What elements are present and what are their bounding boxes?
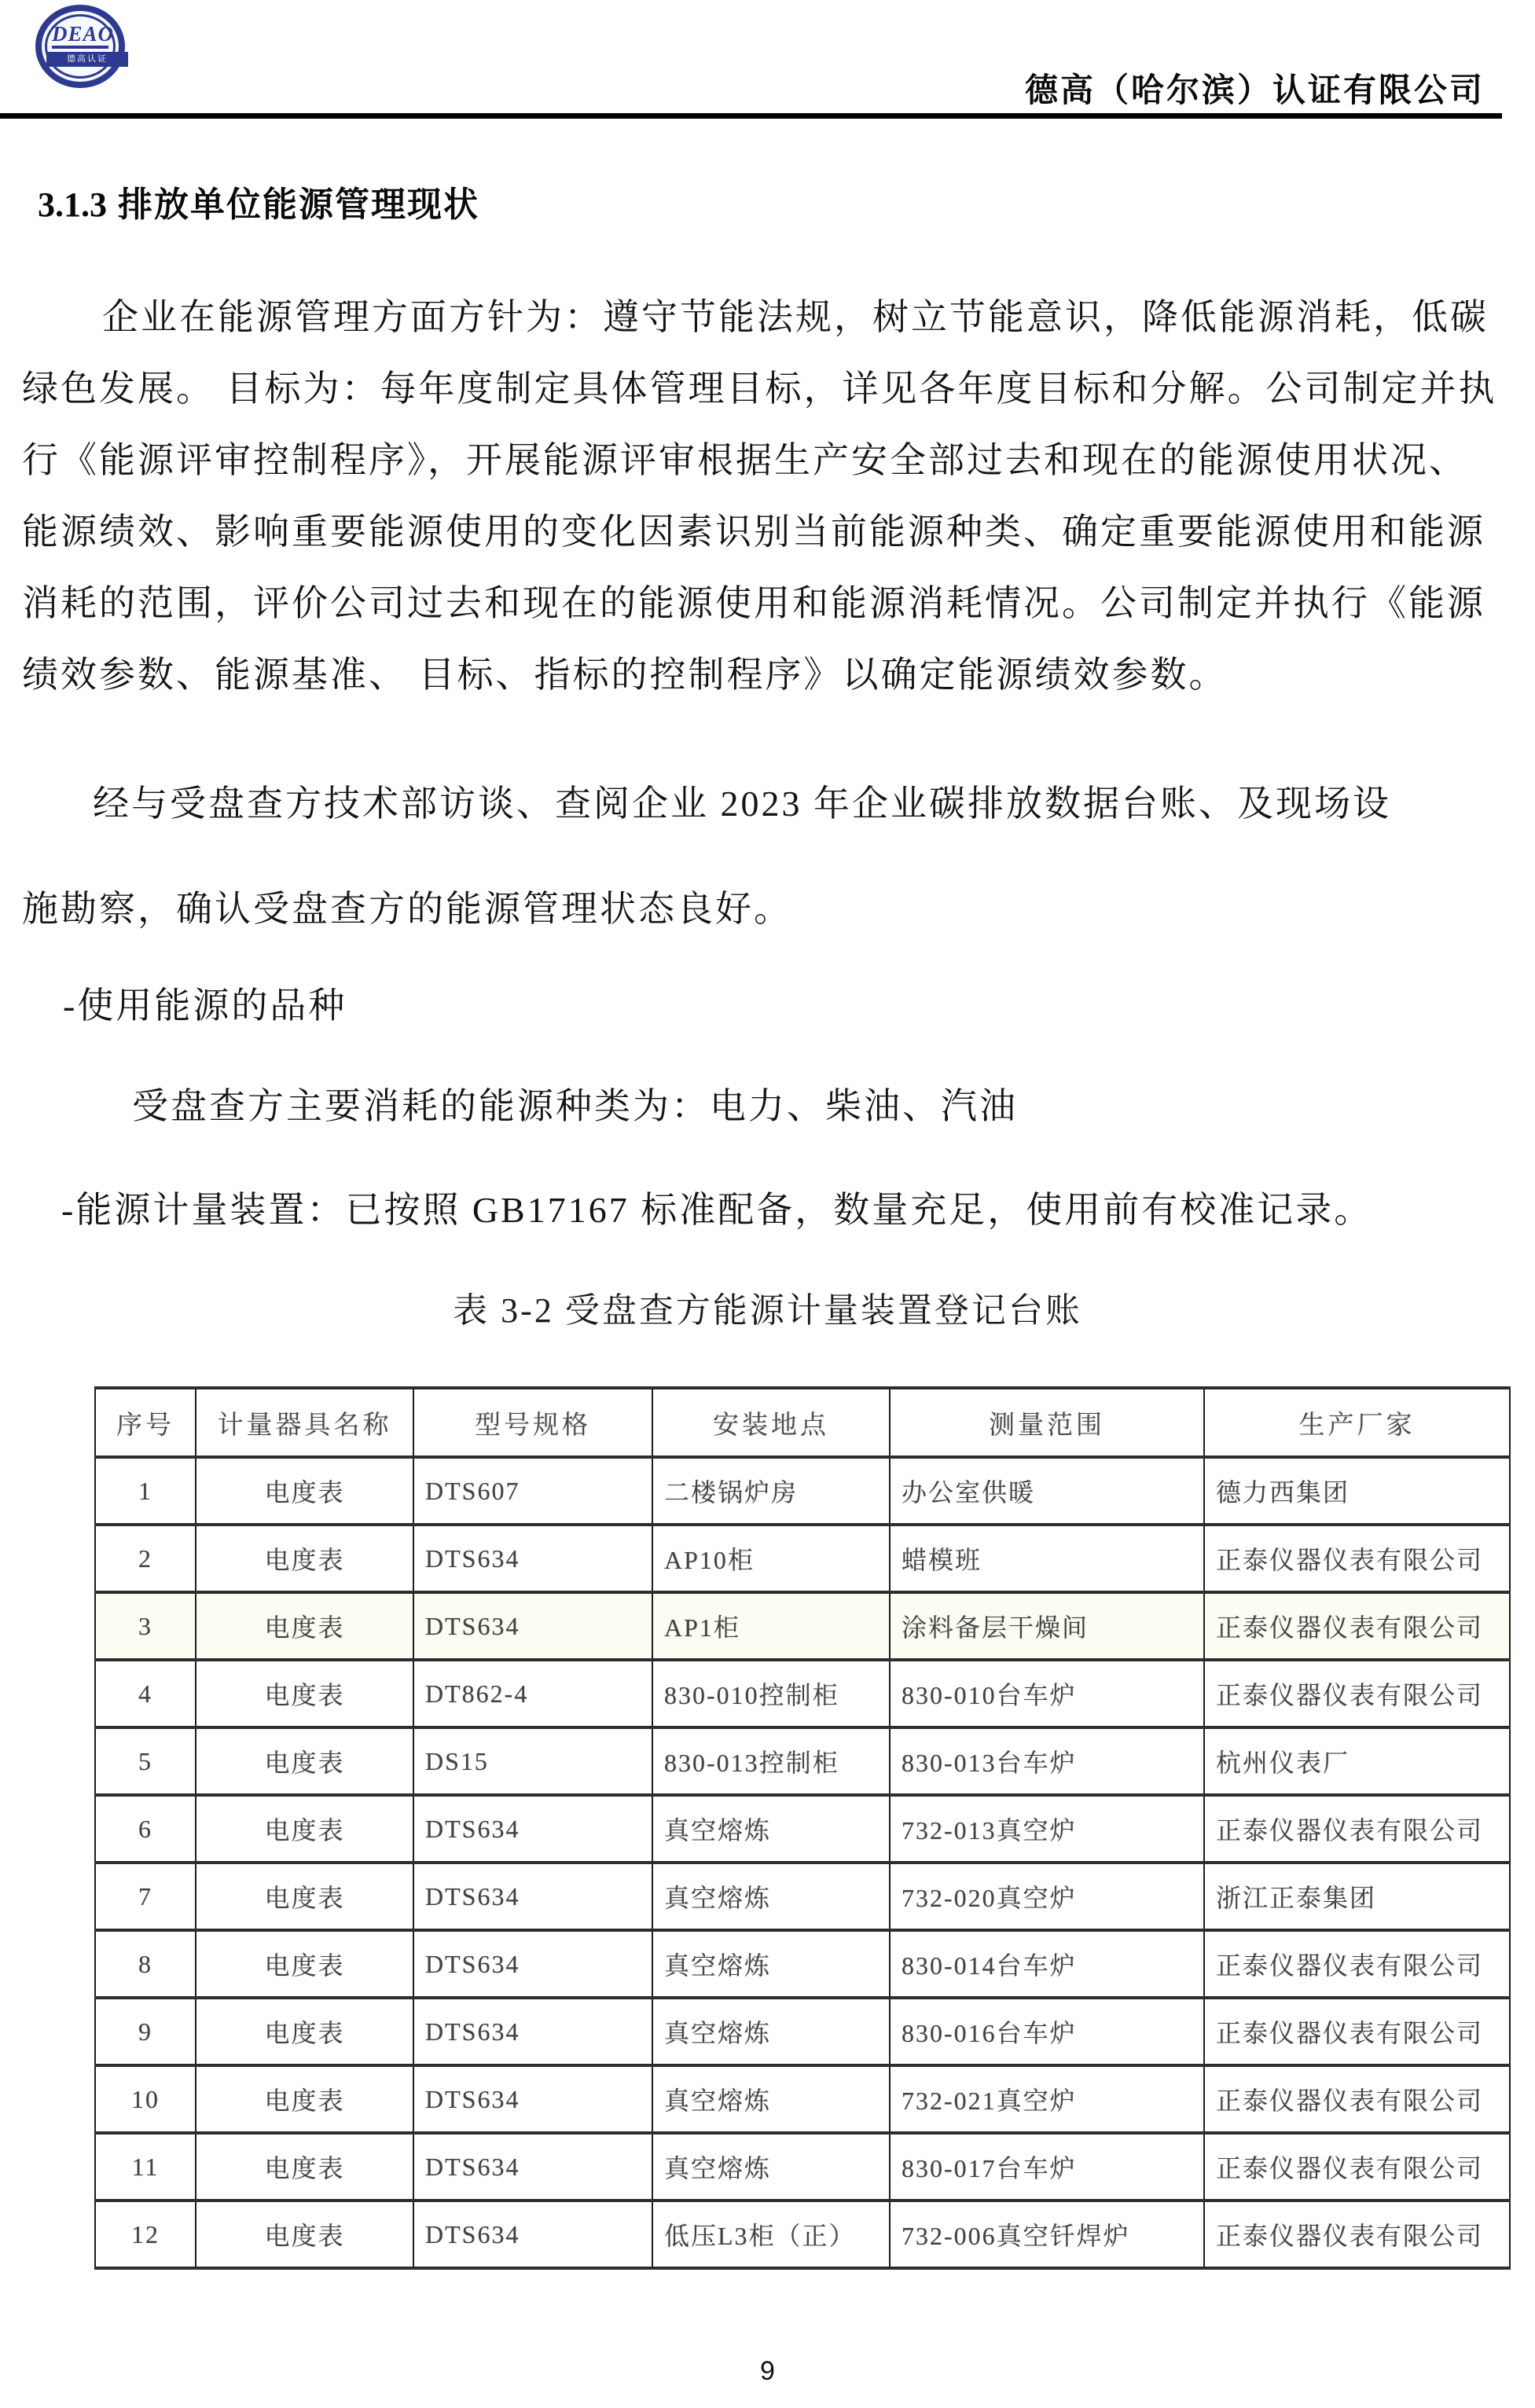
table-row bbox=[95, 2201, 1510, 2268]
energy-metering-table bbox=[94, 1386, 1511, 2270]
table-cell: 正泰仪器仪表有限公司 bbox=[1204, 1795, 1510, 1863]
table-row bbox=[95, 1525, 1510, 1592]
table-cell: 5 bbox=[95, 1727, 196, 1795]
table-row bbox=[95, 1795, 1510, 1863]
table-cell: 正泰仪器仪表有限公司 bbox=[1204, 1930, 1510, 1998]
table-cell: 杭州仪表厂 bbox=[1204, 1727, 1510, 1795]
table-cell: DTS634 bbox=[413, 1525, 652, 1592]
section-number: 3.1.3 bbox=[38, 185, 107, 224]
table-header-row bbox=[95, 1388, 1510, 1457]
table-cell: 正泰仪器仪表有限公司 bbox=[1204, 2065, 1510, 2133]
table-cell: 6 bbox=[95, 1795, 196, 1863]
table-cell: 电度表 bbox=[196, 2201, 413, 2268]
header-divider-line bbox=[0, 113, 1502, 119]
col-header-manufacturer: 生产厂家 bbox=[1204, 1388, 1510, 1457]
table-cell: 830-014台车炉 bbox=[890, 1930, 1204, 1998]
paragraph-line: 施勘察，确认受盘查方的能源管理状态良好。 bbox=[22, 889, 792, 929]
table-cell: DTS634 bbox=[413, 2065, 652, 2133]
table-cell: 830-013台车炉 bbox=[890, 1727, 1204, 1795]
page-number: 9 bbox=[760, 2356, 775, 2386]
company-name: 德高（哈尔滨）认证有限公司 bbox=[1024, 73, 1485, 109]
table-cell: 正泰仪器仪表有限公司 bbox=[1204, 2201, 1510, 2268]
table-cell: 12 bbox=[95, 2201, 196, 2268]
table-cell: DTS634 bbox=[413, 2133, 652, 2201]
table-cell: DTS634 bbox=[413, 2201, 652, 2268]
table-row bbox=[95, 1998, 1510, 2065]
table-cell: 1 bbox=[95, 1457, 196, 1525]
paragraph-line: 能源绩效、影响重要能源使用的变化因素识别当前能源种类、确定重要能源使用和能源 bbox=[22, 512, 1485, 552]
table-cell: 4 bbox=[95, 1660, 196, 1727]
table-cell: 830-016台车炉 bbox=[890, 1998, 1204, 2065]
paragraph-line: 消耗的范围，评价公司过去和现在的能源使用和能源消耗情况。公司制定并执行《能源 bbox=[22, 583, 1485, 623]
paragraph-line: 企业在能源管理方面方针为：遵守节能法规，树立节能意识，降低能源消耗，低碳 bbox=[102, 297, 1489, 337]
table-cell: 真空熔炼 bbox=[652, 1863, 890, 1930]
table-cell: 9 bbox=[95, 1998, 196, 2065]
table-cell: 正泰仪器仪表有限公司 bbox=[1204, 2133, 1510, 2201]
table-row bbox=[95, 2133, 1510, 2201]
table-cell: 浙江正泰集团 bbox=[1204, 1863, 1510, 1930]
table-cell: 真空熔炼 bbox=[652, 2065, 890, 2133]
table-cell: 830-017台车炉 bbox=[890, 2133, 1204, 2201]
table-cell: 10 bbox=[95, 2065, 196, 2133]
table-cell: 电度表 bbox=[196, 1660, 413, 1727]
table-cell: 2 bbox=[95, 1525, 196, 1592]
table-cell: 电度表 bbox=[196, 1525, 413, 1592]
table-row bbox=[95, 1457, 1510, 1525]
table-cell: DT862-4 bbox=[413, 1660, 652, 1727]
table-cell: 电度表 bbox=[196, 1930, 413, 1998]
table-cell: 电度表 bbox=[196, 2065, 413, 2133]
table-cell: 830-010台车炉 bbox=[890, 1660, 1204, 1727]
company-logo bbox=[35, 5, 125, 88]
table-row bbox=[95, 2065, 1510, 2133]
logo-text: DEAO bbox=[52, 22, 108, 49]
table-cell: 电度表 bbox=[196, 1795, 413, 1863]
table-cell: 电度表 bbox=[196, 1727, 413, 1795]
table-cell: 涂料备层干燥间 bbox=[890, 1592, 1204, 1660]
table-cell: 电度表 bbox=[196, 1863, 413, 1930]
table-row bbox=[95, 1930, 1510, 1998]
table-cell: 电度表 bbox=[196, 1998, 413, 2065]
table-cell: 8 bbox=[95, 1930, 196, 1998]
table-cell: AP10柜 bbox=[652, 1525, 890, 1592]
col-header-index: 序号 bbox=[95, 1388, 196, 1457]
table-cell: 732-006真空钎焊炉 bbox=[890, 2201, 1204, 2268]
table-cell: 830-013控制柜 bbox=[652, 1727, 890, 1795]
paragraph-line: 绿色发展。 目标为：每年度制定具体管理目标，详见各年度目标和分解。公司制定并执 bbox=[22, 369, 1497, 409]
table-cell: 正泰仪器仪表有限公司 bbox=[1204, 1660, 1510, 1727]
paragraph-interview-confirmation bbox=[22, 751, 1517, 962]
col-header-model: 型号规格 bbox=[413, 1388, 652, 1457]
table-cell: DS15 bbox=[413, 1727, 652, 1795]
table-cell: 电度表 bbox=[196, 2133, 413, 2201]
col-header-location: 安装地点 bbox=[652, 1388, 890, 1457]
table-cell: DTS634 bbox=[413, 1592, 652, 1660]
table-cell: 真空熔炼 bbox=[652, 1998, 890, 2065]
table-cell: 3 bbox=[95, 1592, 196, 1660]
table-cell: 正泰仪器仪表有限公司 bbox=[1204, 1592, 1510, 1660]
item-energy-types-detail: 受盘查方主要消耗的能源种类为：电力、柴油、汽油 bbox=[132, 1086, 1018, 1126]
table-cell: 二楼锅炉房 bbox=[652, 1457, 890, 1525]
paragraph-line: 行《能源评审控制程序》，开展能源评审根据生产安全部过去和现在的能源使用状况、 bbox=[22, 440, 1467, 480]
table-cell: 732-021真空炉 bbox=[890, 2065, 1204, 2133]
table-row bbox=[95, 1727, 1510, 1795]
table-cell: 830-010控制柜 bbox=[652, 1660, 890, 1727]
section-title: 排放单位能源管理现状 bbox=[118, 185, 479, 224]
table-row bbox=[95, 1660, 1510, 1727]
table-cell: 真空熔炼 bbox=[652, 2133, 890, 2201]
paragraph-energy-policy bbox=[22, 281, 1517, 710]
table-cell: DTS634 bbox=[413, 1863, 652, 1930]
paragraph-line: 经与受盘查方技术部访谈、查阅企业 2023 年企业碳排放数据台账、及现场设 bbox=[93, 784, 1391, 824]
table-cell: 7 bbox=[95, 1863, 196, 1930]
logo-band: 德高认证 bbox=[46, 52, 128, 67]
item-metering-devices: -能源计量装置：已按照 GB17167 标准配备，数量充足，使用前有校准记录。 bbox=[61, 1190, 1373, 1230]
table-row bbox=[95, 1592, 1510, 1660]
section-heading bbox=[38, 176, 479, 226]
table-cell: 732-013真空炉 bbox=[890, 1795, 1204, 1863]
paragraph-line: 绩效参数、能源基准、 目标、指标的控制程序》以确定能源绩效参数。 bbox=[22, 655, 1228, 695]
table-cell: 办公室供暖 bbox=[890, 1457, 1204, 1525]
item-energy-types: -使用能源的品种 bbox=[63, 986, 347, 1026]
table-cell: 电度表 bbox=[196, 1592, 413, 1660]
table-cell: 真空熔炼 bbox=[652, 1795, 890, 1863]
table-cell: 低压L3柜（正） bbox=[652, 2201, 890, 2268]
table-cell: 蜡模班 bbox=[890, 1525, 1204, 1592]
table-cell: 真空熔炼 bbox=[652, 1930, 890, 1998]
table-cell: DTS634 bbox=[413, 1930, 652, 1998]
table-cell: 德力西集团 bbox=[1204, 1457, 1510, 1525]
col-header-device-name: 计量器具名称 bbox=[196, 1388, 413, 1457]
table-cell: DTS634 bbox=[413, 1998, 652, 2065]
table-cell: DTS634 bbox=[413, 1795, 652, 1863]
table-caption: 表 3-2 受盘查方能源计量装置登记台账 bbox=[453, 1291, 1082, 1330]
table-row bbox=[95, 1863, 1510, 1930]
col-header-range: 测量范围 bbox=[890, 1388, 1204, 1457]
table-cell: DTS607 bbox=[413, 1457, 652, 1525]
table-cell: 732-020真空炉 bbox=[890, 1863, 1204, 1930]
table-cell: AP1柜 bbox=[652, 1592, 890, 1660]
table-cell: 电度表 bbox=[196, 1457, 413, 1525]
table-cell: 正泰仪器仪表有限公司 bbox=[1204, 1998, 1510, 2065]
table-cell: 11 bbox=[95, 2133, 196, 2201]
table-cell: 正泰仪器仪表有限公司 bbox=[1204, 1525, 1510, 1592]
